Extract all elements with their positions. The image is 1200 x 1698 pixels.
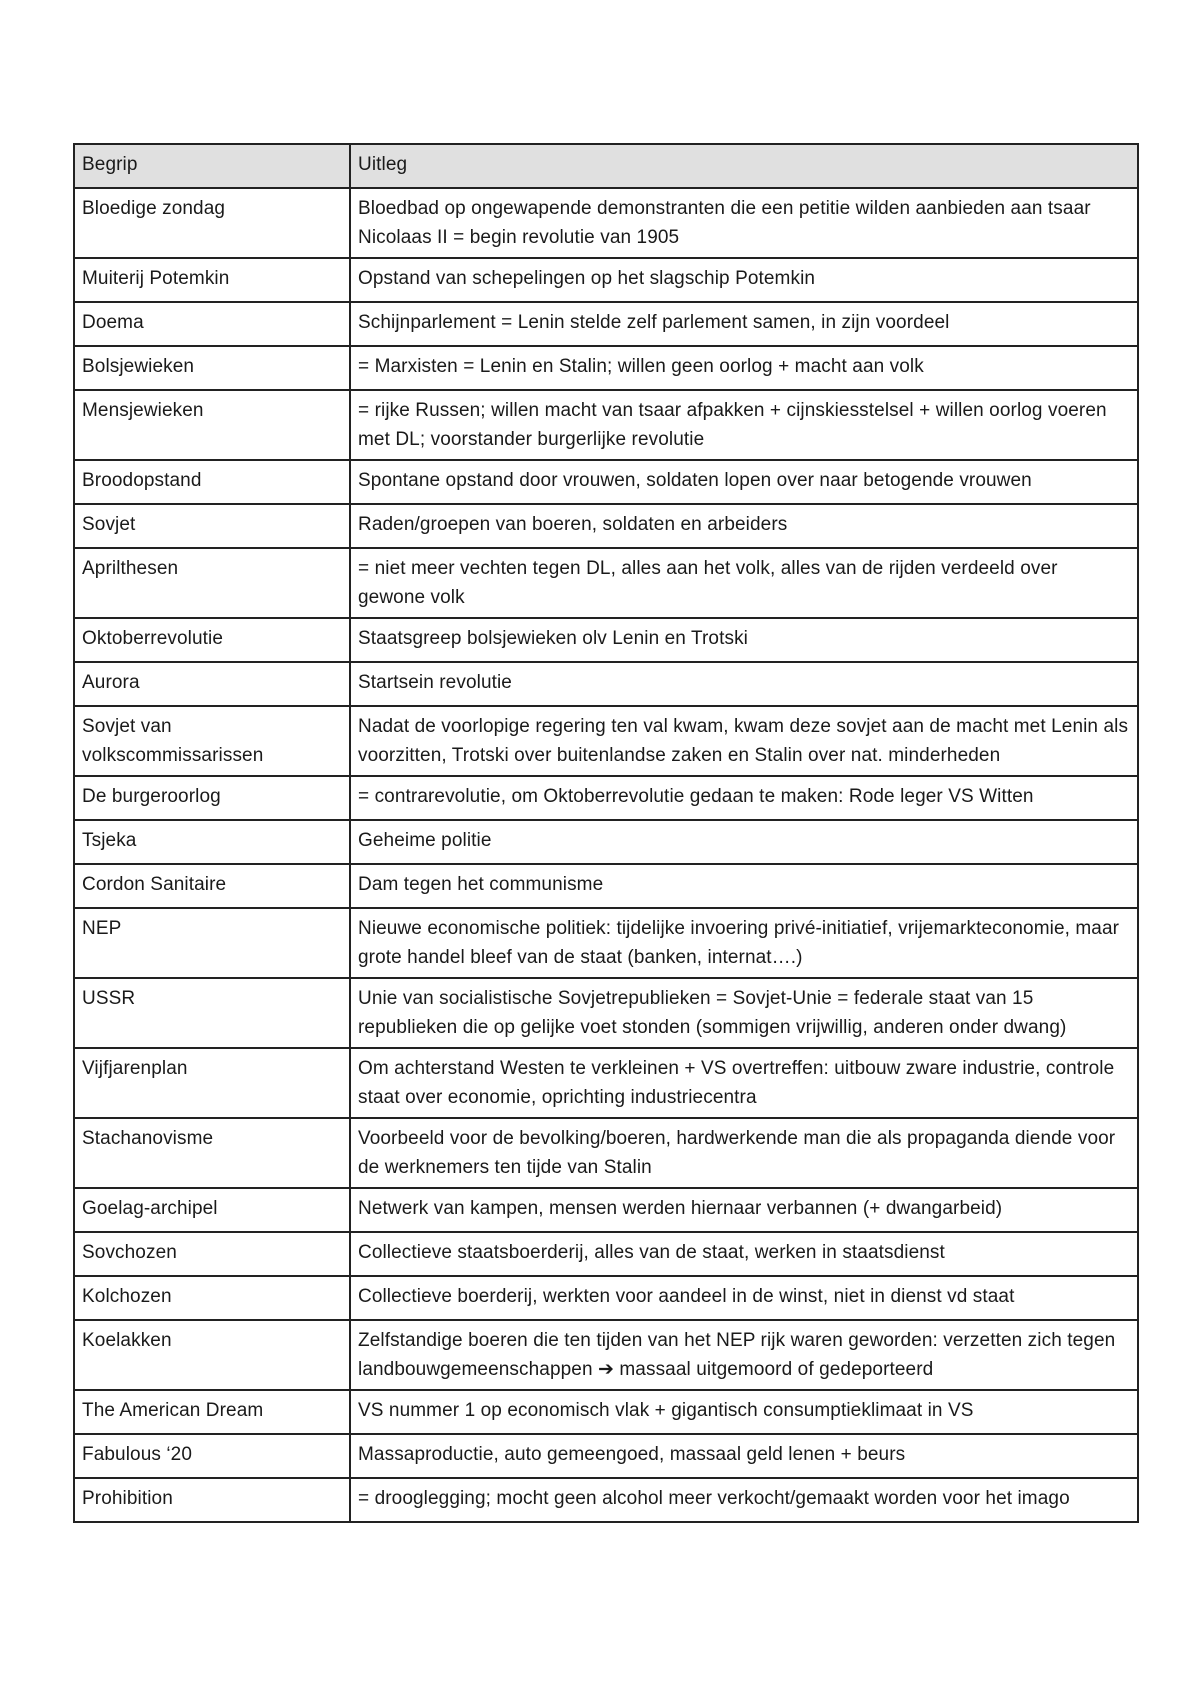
table-row bbox=[74, 618, 1138, 662]
explanation-cell: Collectieve staatsboerderij, alles van de staat, werken in staatsdienst bbox=[350, 1232, 1138, 1276]
table-row bbox=[74, 258, 1138, 302]
term-cell: Doema bbox=[74, 302, 350, 346]
explanation-cell: = niet meer vechten tegen DL, alles aan het volk, alles van de rijden verdeeld over gewone volk bbox=[350, 548, 1138, 618]
term-cell: De burgeroorlog bbox=[74, 776, 350, 820]
explanation-cell: Staatsgreep bolsjewieken olv Lenin en Trotski bbox=[350, 618, 1138, 662]
term-cell: The American Dream bbox=[74, 1390, 350, 1434]
explanation-cell: Massaproductie, auto gemeengoed, massaal geld lenen + beurs bbox=[350, 1434, 1138, 1478]
header-term: Begrip bbox=[74, 144, 350, 188]
explanation-cell: Voorbeeld voor de bevolking/boeren, hardwerkende man die als propaganda diende voor de werknemers ten tijde van Stalin bbox=[350, 1118, 1138, 1188]
table-row bbox=[74, 188, 1138, 258]
table-header-row bbox=[74, 144, 1138, 188]
explanation-cell: Spontane opstand door vrouwen, soldaten lopen over naar betogende vrouwen bbox=[350, 460, 1138, 504]
term-cell: Koelakken bbox=[74, 1320, 350, 1390]
explanation-cell: Collectieve boerderij, werkten voor aandeel in de winst, niet in dienst vd staat bbox=[350, 1276, 1138, 1320]
table-row bbox=[74, 1478, 1138, 1522]
table-row bbox=[74, 776, 1138, 820]
table-row bbox=[74, 1048, 1138, 1118]
table-row bbox=[74, 706, 1138, 776]
table-row bbox=[74, 978, 1138, 1048]
explanation-cell: Startsein revolutie bbox=[350, 662, 1138, 706]
terms-table bbox=[73, 143, 1139, 1523]
explanation-cell: = Marxisten = Lenin en Stalin; willen geen oorlog + macht aan volk bbox=[350, 346, 1138, 390]
term-cell: Oktoberrevolutie bbox=[74, 618, 350, 662]
term-cell: Tsjeka bbox=[74, 820, 350, 864]
explanation-cell: VS nummer 1 op economisch vlak + gigantisch consumptieklimaat in VS bbox=[350, 1390, 1138, 1434]
table-row bbox=[74, 820, 1138, 864]
explanation-cell: Om achterstand Westen te verkleinen + VS overtreffen: uitbouw zware industrie, controle staat over economie, oprichting industriecentra bbox=[350, 1048, 1138, 1118]
table-row bbox=[74, 504, 1138, 548]
term-cell: Mensjewieken bbox=[74, 390, 350, 460]
term-cell: NEP bbox=[74, 908, 350, 978]
explanation-cell: = contrarevolutie, om Oktoberrevolutie gedaan te maken: Rode leger VS Witten bbox=[350, 776, 1138, 820]
table-row bbox=[74, 460, 1138, 504]
table-row bbox=[74, 1434, 1138, 1478]
term-cell: Aprilthesen bbox=[74, 548, 350, 618]
table-row bbox=[74, 1232, 1138, 1276]
explanation-cell: Dam tegen het communisme bbox=[350, 864, 1138, 908]
term-cell: Prohibition bbox=[74, 1478, 350, 1522]
explanation-cell: Geheime politie bbox=[350, 820, 1138, 864]
term-cell: USSR bbox=[74, 978, 350, 1048]
term-cell: Goelag-archipel bbox=[74, 1188, 350, 1232]
document-page bbox=[73, 143, 1137, 1523]
table-row bbox=[74, 302, 1138, 346]
explanation-cell: Nadat de voorlopige regering ten val kwam, kwam deze sovjet aan de macht met Lenin als voorzitten, Trotski over buitenlandse zaken en Stalin over nat. minderheden bbox=[350, 706, 1138, 776]
table-row bbox=[74, 1320, 1138, 1390]
table-row bbox=[74, 864, 1138, 908]
explanation-cell: Netwerk van kampen, mensen werden hiernaar verbannen (+ dwangarbeid) bbox=[350, 1188, 1138, 1232]
table-row bbox=[74, 1188, 1138, 1232]
explanation-cell: Nieuwe economische politiek: tijdelijke invoering privé-initiatief, vrijemarkteconomie, maar grote handel bleef van de staat (banken, internat….) bbox=[350, 908, 1138, 978]
header-explanation: Uitleg bbox=[350, 144, 1138, 188]
table-row bbox=[74, 1276, 1138, 1320]
table-row bbox=[74, 1118, 1138, 1188]
explanation-cell: Opstand van schepelingen op het slagschip Potemkin bbox=[350, 258, 1138, 302]
term-cell: Fabulous ‘20 bbox=[74, 1434, 350, 1478]
table-row bbox=[74, 548, 1138, 618]
term-cell: Sovjet bbox=[74, 504, 350, 548]
explanation-cell: Raden/groepen van boeren, soldaten en arbeiders bbox=[350, 504, 1138, 548]
term-cell: Sovchozen bbox=[74, 1232, 350, 1276]
term-cell: Bloedige zondag bbox=[74, 188, 350, 258]
term-cell: Stachanovisme bbox=[74, 1118, 350, 1188]
table-row bbox=[74, 390, 1138, 460]
explanation-cell: Zelfstandige boeren die ten tijden van het NEP rijk waren geworden: verzetten zich tegen landbouwgemeenschappen ➔ massaal uitgemoord of gedeporteerd bbox=[350, 1320, 1138, 1390]
term-cell: Vijfjarenplan bbox=[74, 1048, 350, 1118]
explanation-cell: Unie van socialistische Sovjetrepublieken = Sovjet-Unie = federale staat van 15 republieken die op gelijke voet stonden (sommigen vrijwillig, anderen onder dwang) bbox=[350, 978, 1138, 1048]
table-row bbox=[74, 1390, 1138, 1434]
table-row bbox=[74, 908, 1138, 978]
explanation-cell: = drooglegging; mocht geen alcohol meer verkocht/gemaakt worden voor het imago bbox=[350, 1478, 1138, 1522]
table-row bbox=[74, 346, 1138, 390]
term-cell: Sovjet van volkscommissarissen bbox=[74, 706, 350, 776]
term-cell: Kolchozen bbox=[74, 1276, 350, 1320]
term-cell: Cordon Sanitaire bbox=[74, 864, 350, 908]
term-cell: Bolsjewieken bbox=[74, 346, 350, 390]
term-cell: Muiterij Potemkin bbox=[74, 258, 350, 302]
table-row bbox=[74, 662, 1138, 706]
explanation-cell: Schijnparlement = Lenin stelde zelf parlement samen, in zijn voordeel bbox=[350, 302, 1138, 346]
explanation-cell: Bloedbad op ongewapende demonstranten die een petitie wilden aanbieden aan tsaar Nicolaas II = begin revolutie van 1905 bbox=[350, 188, 1138, 258]
term-cell: Broodopstand bbox=[74, 460, 350, 504]
term-cell: Aurora bbox=[74, 662, 350, 706]
explanation-cell: = rijke Russen; willen macht van tsaar afpakken + cijnskiesstelsel + willen oorlog voeren met DL; voorstander burgerlijke revolutie bbox=[350, 390, 1138, 460]
